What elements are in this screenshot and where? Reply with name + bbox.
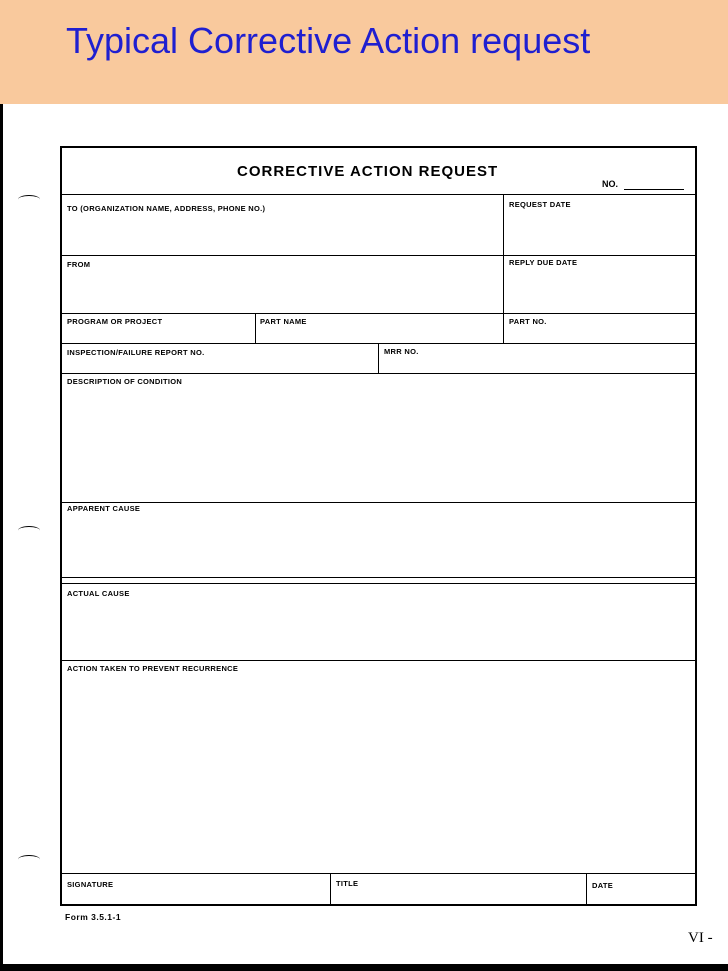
program-or-project-label: PROGRAM OR PROJECT [67,317,163,326]
form-rule [62,313,695,314]
form-rule [62,373,695,374]
form-number-line [624,189,684,190]
form-identifier: Form 3.5.1-1 [65,912,122,922]
request-date-label: REQUEST DATE [509,200,571,209]
date-label: DATE [592,881,614,890]
scan-page-edge [0,104,3,964]
title-label: TITLE [336,879,359,888]
description-of-condition-label: DESCRIPTION OF CONDITION [67,377,183,386]
slide-title: Typical Corrective Action request [66,20,591,61]
reply-due-date-label: REPLY DUE DATE [509,258,578,267]
slide-number: VI - [688,930,713,946]
punch-hole-mark-top [18,195,40,204]
form-rule [62,583,695,584]
form-divider [503,194,504,343]
form-number-label: NO. [602,179,619,189]
part-no-label: PART NO. [509,317,547,326]
actual-cause-label: ACTUAL CAUSE [67,589,130,598]
corrective-action-request-form [60,146,697,906]
part-name-label: PART NAME [260,317,307,326]
form-divider [330,873,331,906]
inspection-failure-report-label: INSPECTION/FAILURE REPORT NO. [67,348,205,357]
signature-label: SIGNATURE [67,880,114,889]
form-rule [62,660,695,661]
apparent-cause-label: APPARENT CAUSE [67,504,141,513]
punch-hole-mark-bottom [18,855,40,864]
form-divider [586,873,587,906]
slide-header-banner [0,0,728,104]
from-label: FROM [67,260,91,269]
form-divider [378,343,379,373]
form-rule [62,194,695,195]
mrr-no-label: MRR NO. [384,347,419,356]
form-title: CORRECTIVE ACTION REQUEST [237,163,499,180]
form-divider [255,313,256,343]
action-taken-label: ACTION TAKEN TO PREVENT RECURRENCE [67,664,239,673]
form-rule [62,255,695,256]
form-rule [62,873,695,874]
form-rule [62,577,695,578]
form-rule [62,502,695,503]
punch-hole-mark-middle [18,526,40,535]
to-organization-label: TO (ORGANIZATION NAME, ADDRESS, PHONE NO.) [67,204,266,213]
slide-bottom-border [0,964,728,971]
